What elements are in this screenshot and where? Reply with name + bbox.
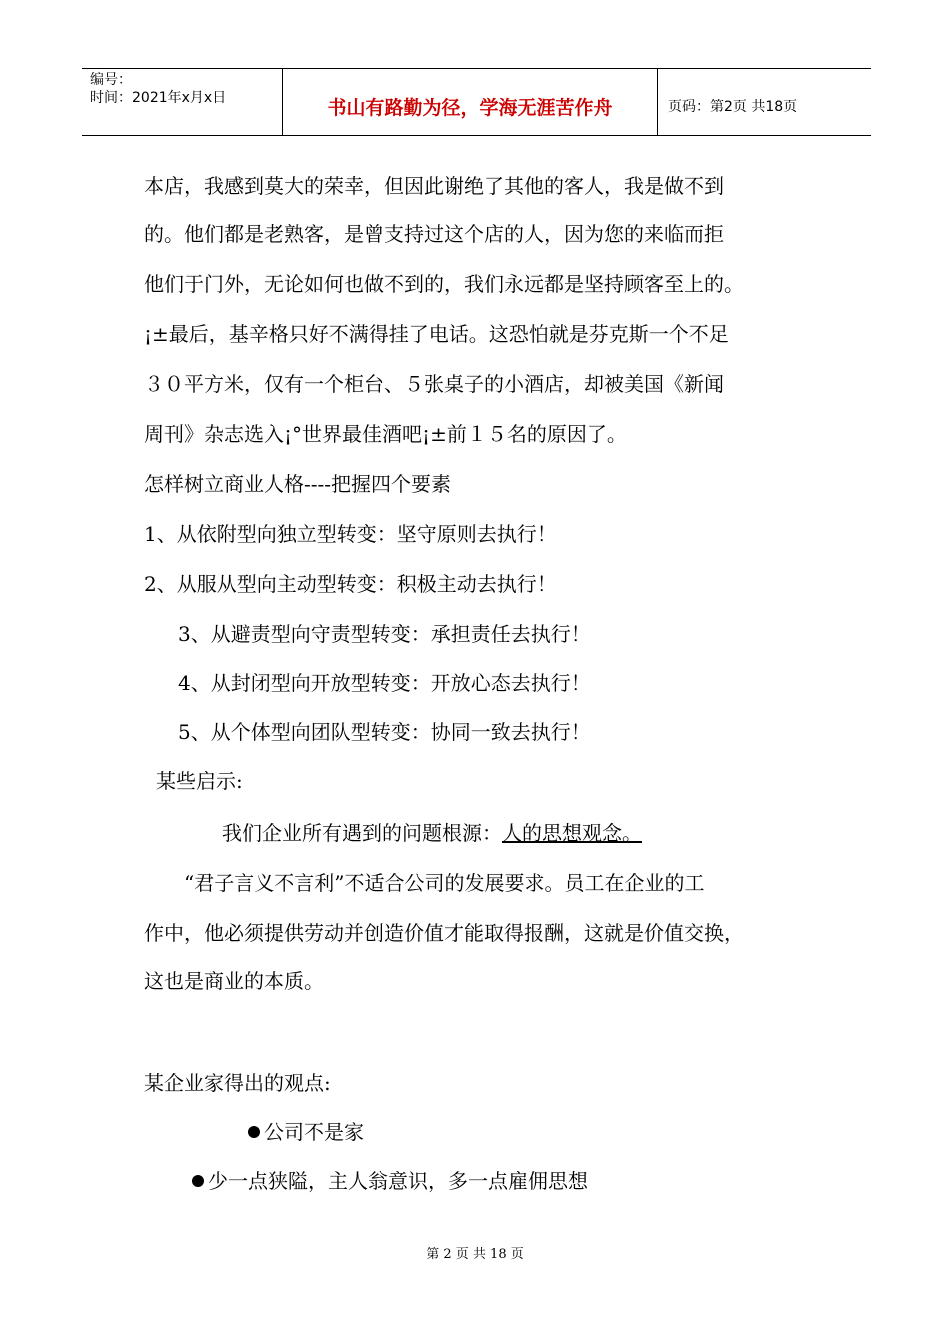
bullet-item xyxy=(192,1167,588,1195)
subsection-heading: 某些启示: xyxy=(156,769,243,793)
list-item: 5、从个体型向团队型转变：协同一致去执行！ xyxy=(178,720,591,744)
list-item: 1、从依附型向独立型转变：坚守原则去执行！ xyxy=(144,522,557,546)
root-cause-line xyxy=(222,819,642,847)
footer-page-number: 第 2 页 共 18 页 xyxy=(426,1247,524,1262)
viewpoint-heading: 某企业家得出的观点: xyxy=(144,1071,331,1095)
bullet-item xyxy=(248,1118,364,1146)
bullet-dot-icon xyxy=(248,1126,260,1138)
document-number-label: 编号： xyxy=(90,72,132,88)
section-heading: 怎样树立商业人格----把握四个要素 xyxy=(144,472,452,496)
paragraph-line: 这也是商业的本质。 xyxy=(144,969,324,993)
root-cause-prefix: 我们企业所有遇到的问题根源： xyxy=(222,821,502,845)
page-footer xyxy=(0,1246,950,1264)
paragraph-line: “君子言义不言利”不适合公司的发展要求。员工在企业的工 xyxy=(184,871,705,895)
body-line: 他们于门外，无论如何也做不到的，我们永远都是坚持顾客至上的。 xyxy=(144,272,744,296)
list-item: 3、从避责型向守责型转变：承担责任去执行！ xyxy=(178,622,591,646)
list-item: 4、从封闭型向开放型转变：开放心态去执行！ xyxy=(178,671,591,695)
paragraph-line: 作中，他必须提供劳动并创造价值才能取得报酬，这就是价值交换， xyxy=(144,921,744,945)
bullet-dot-icon xyxy=(192,1175,204,1187)
body-line: ¡±最后，基辛格只好不满得挂了电话。这恐怕就是芬克斯一个不足 xyxy=(144,322,729,346)
document-time-label: 时间：2021年x月x日 xyxy=(90,90,227,106)
body-line: ３０平方米，仅有一个柜台、５张桌子的小酒店，却被美国《新闻 xyxy=(144,372,724,396)
body-line: 本店，我感到莫大的荣幸，但因此谢绝了其他的客人，我是做不到 xyxy=(144,174,724,198)
document-header xyxy=(82,68,871,136)
body-line: 周刊》杂志选入¡°世界最佳酒吧¡±前１５名的原因了。 xyxy=(144,422,627,446)
bullet-text: 少一点狭隘，主人翁意识，多一点雇佣思想 xyxy=(208,1169,588,1193)
root-cause-underlined: 人的思想观念。 xyxy=(502,821,642,845)
header-page-info: 页码：第2页 共18页 xyxy=(668,99,798,115)
header-motto-cell xyxy=(282,69,658,135)
header-motto: 书山有路勤为径，学海无涯苦作舟 xyxy=(327,96,613,119)
header-page-cell xyxy=(658,69,871,135)
body-line: 的。他们都是老熟客，是曾支持过这个店的人，因为您的来临而拒 xyxy=(144,222,724,246)
bullet-text: 公司不是家 xyxy=(264,1120,364,1144)
header-meta-cell xyxy=(82,69,282,135)
list-item: 2、从服从型向主动型转变：积极主动去执行！ xyxy=(144,572,557,596)
